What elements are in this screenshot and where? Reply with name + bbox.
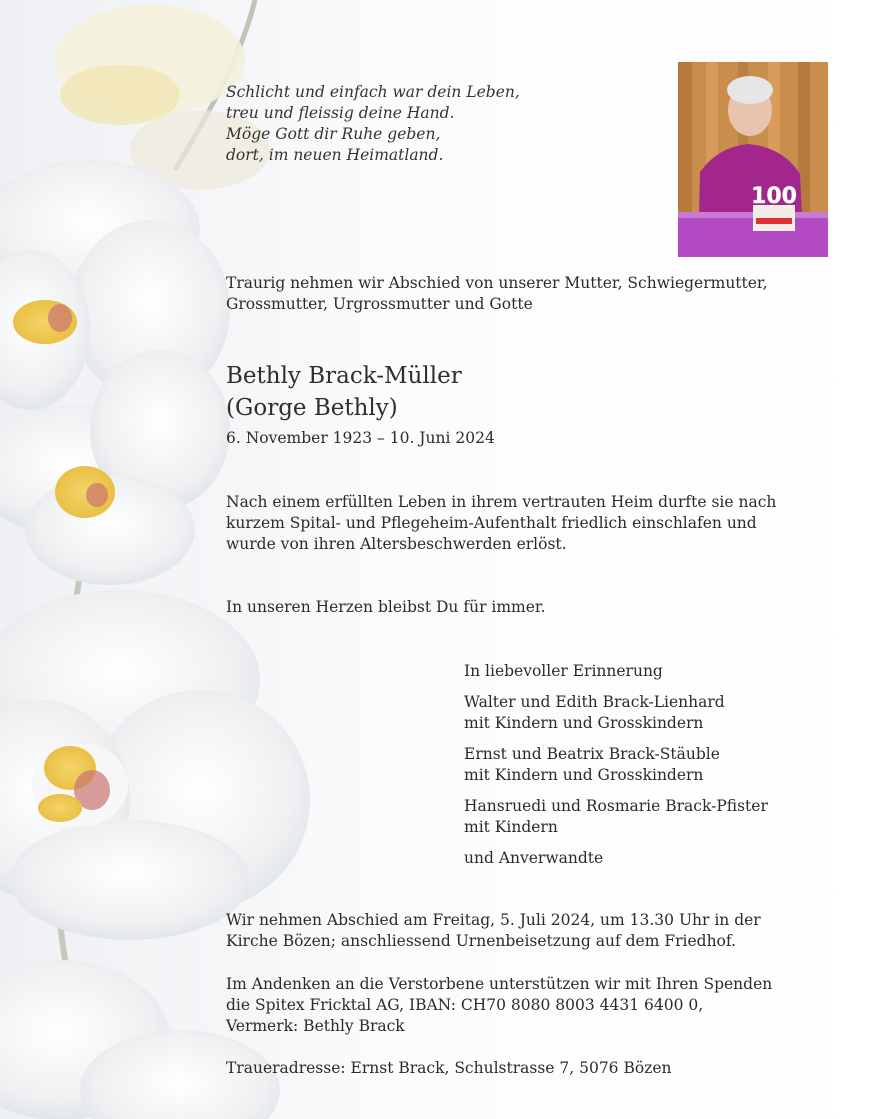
life-dates: 6. November 1923 – 10. Juni 2024	[226, 429, 495, 447]
portrait-photo	[678, 62, 828, 257]
poem-verse	[226, 82, 606, 166]
candle-number: 100	[751, 184, 797, 209]
life-line: Nach einem erfüllten Leben in ihrem vertrauten Heim durfte sie nach	[226, 493, 777, 511]
heart-line: In unseren Herzen bleibst Du für immer.	[226, 598, 546, 616]
deceased-nickname: (Gorge Bethly)	[226, 395, 398, 421]
mourners-heading: In liebevoller Erinnerung	[464, 662, 663, 680]
poem-line: Schlicht und einfach war dein Leben,	[226, 83, 520, 101]
intro-line: Grossmutter, Urgrossmutter und Gotte	[226, 295, 533, 313]
poem-line: treu und fleissig deine Hand.	[226, 104, 455, 122]
intro-text	[226, 273, 826, 315]
donation-line: Vermerk: Bethly Brack	[226, 1017, 405, 1035]
donation-paragraph	[226, 974, 846, 1037]
mourner-line: und Anverwandte	[464, 849, 604, 867]
address-line: Traueradresse: Ernst Brack, Schulstrasse 7, 5076 Bözen	[226, 1059, 672, 1077]
mourner-line: Hansruedi und Rosmarie Brack-Pfister	[464, 797, 768, 815]
mourner-line: Ernst und Beatrix Brack-Stäuble	[464, 745, 720, 763]
mourners-list	[464, 661, 864, 879]
poem-line: Möge Gott dir Ruhe geben,	[226, 125, 441, 143]
mourner-line: mit Kindern und Grosskindern	[464, 714, 704, 732]
deceased-name: Bethly Brack-Müller	[226, 363, 462, 389]
farewell-paragraph	[226, 910, 846, 952]
poem-line: dort, im neuen Heimatland.	[226, 146, 444, 164]
mourner-line: mit Kindern	[464, 818, 558, 836]
mourner-group	[464, 848, 864, 869]
life-line: kurzem Spital- und Pflegeheim-Aufenthalt friedlich einschlafen und	[226, 514, 757, 532]
mourning-address	[226, 1058, 846, 1079]
mourner-line: Walter und Edith Brack-Lienhard	[464, 693, 725, 711]
life-paragraph	[226, 492, 846, 555]
mourner-line: mit Kindern und Grosskindern	[464, 766, 704, 784]
intro-line: Traurig nehmen wir Abschied von unserer Mutter, Schwiegermutter,	[226, 274, 768, 292]
mourner-group	[464, 744, 864, 786]
deceased-name-block	[226, 360, 726, 424]
heart-paragraph	[226, 597, 846, 618]
donation-line: die Spitex Fricktal AG, IBAN: CH70 8080 8003 4431 6400 0,	[226, 996, 704, 1014]
life-line: wurde von ihren Altersbeschwerden erlöst.	[226, 535, 567, 553]
donation-line: Im Andenken an die Verstorbene unterstützen wir mit Ihren Spenden	[226, 975, 773, 993]
mourner-group	[464, 796, 864, 838]
mourner-group	[464, 692, 864, 734]
farewell-line: Kirche Bözen; anschliessend Urnenbeisetzung auf dem Friedhof.	[226, 932, 736, 950]
farewell-line: Wir nehmen Abschied am Freitag, 5. Juli 2024, um 13.30 Uhr in der	[226, 911, 761, 929]
